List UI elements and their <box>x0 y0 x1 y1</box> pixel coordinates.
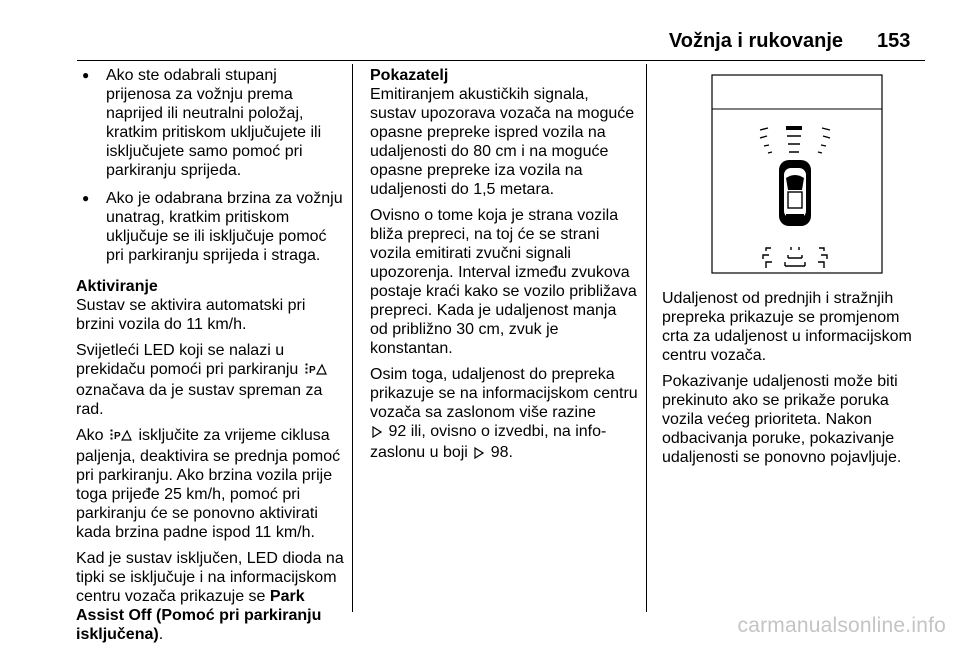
section-heading-indicator: Pokazatelj <box>370 67 449 84</box>
header-divider <box>77 60 925 61</box>
paragraph-led-off-end: . <box>158 626 164 643</box>
column-left <box>76 66 344 651</box>
column-divider-left <box>352 64 353 612</box>
paragraph-deactivate <box>76 426 344 542</box>
paragraph-led-off <box>76 549 344 644</box>
front-distance-lines <box>760 126 830 153</box>
parking-distance-illustration <box>660 68 926 276</box>
bullet-item: ● Ako je odabrana brzina za vožnju unatrag, kratkim pritiskom uključuje se ili isključuje pomoć pri parkiranju sprijeda i straga. <box>76 189 344 265</box>
car-icon <box>779 160 811 226</box>
section-heading-activation: Aktiviranje <box>76 278 158 295</box>
paragraph-deactivate-text-1: Ako <box>76 427 104 444</box>
figure-caption: Udaljenost od prednjih i stražnjih prepreka prikazuje se promjenom crta za udaljenost u informacijskom centru vozača. <box>662 290 912 364</box>
column-middle <box>370 66 638 471</box>
paragraph-indicator-2: Ovisno o tome koja je strana vozila bliža prepreci, na toj će se strani vozila emitirati zvučni signali upozorenja. Interval između zvukova postaje kraći kako se vozilo približava prepreci. Kada je udaljenost manja od približno 30 cm, zvuk je konstantan. <box>370 207 637 357</box>
paragraph-deactivate-text-2: isključite za vrijeme ciklusa paljenja, deaktivira se prednja pomoć pri parkiranju. Ako brzina vozila prije toga prijeđe 25 km/h, pomoć pri parkiranju će se ponovno aktivirati kada brzina padne ispod 11 km/h. <box>76 427 341 541</box>
svg-text:P: P <box>114 431 121 442</box>
page-number: 153 <box>877 30 911 52</box>
park-assist-icon <box>305 362 327 381</box>
watermark: carmanualsonline.info <box>737 614 946 637</box>
reference-arrow-icon[interactable] <box>474 445 484 464</box>
paragraph-led-text-2: označava da je sustav spreman za rad. <box>76 382 323 418</box>
svg-text:P: P <box>308 365 316 376</box>
rear-distance-lines <box>763 247 827 268</box>
paragraph-led-text-1: Svijetleći LED koji se nalazi u prekidaču pomoći pri parkiranju <box>76 342 299 378</box>
paragraph-led <box>76 341 344 419</box>
column-right <box>662 289 928 474</box>
reference-link-92[interactable]: 92 ili, ovisno o izvedbi, na info-zaslonu u boji <box>370 423 607 461</box>
paragraph-priority: Pokazivanje udaljenosti može biti prekinuto ako se prikaže poruka vozila većeg prioriteta. Nakon odbacivanja poruke, pokazivanje udaljenosti se ponovno pojavljuje. <box>662 373 902 466</box>
reference-link-98[interactable]: 98. <box>490 444 513 461</box>
park-assist-icon <box>110 428 132 447</box>
park-assist-off-message: Park Assist Off (Pomoć pri parkiranju isključena) <box>76 588 322 643</box>
column-divider-right <box>646 64 647 612</box>
paragraph-activation: Sustav se aktivira automatski pri brzini vozila do 11 km/h. <box>76 297 306 333</box>
bullet-item: ● Ako ste odabrali stupanj prijenosa za vožnju prema naprijed ili neutralni položaj, kratkim pritiskom uključujete ili isključujete samo pomoć pri parkiranju sprijeda. <box>76 66 344 180</box>
paragraph-indicator-1: Emitiranjem akustičkih signala, sustav upozorava vozača na moguće opasne prepreke ispred vozila na udaljenosti do 80 cm i na moguće opasne prepreke iza vozila na udaljenosti do 1,5 metara. <box>370 86 635 198</box>
paragraph-indicator-3-text: Osim toga, udaljenost do prepreka prikazuje se na informacijskom centru vozača sa zaslonom više razine <box>370 366 638 421</box>
reference-arrow-icon[interactable] <box>372 424 382 443</box>
parking-distance-figure <box>660 68 926 276</box>
page-header-title: Vožnja i rukovanje <box>668 30 843 52</box>
bullet-list <box>76 66 344 265</box>
paragraph-led-off-text: Kad je sustav isključen, LED dioda na tipki se isključuje i na informacijskom centru vozača prikazuje se <box>76 550 344 605</box>
paragraph-indicator-3 <box>370 365 638 464</box>
